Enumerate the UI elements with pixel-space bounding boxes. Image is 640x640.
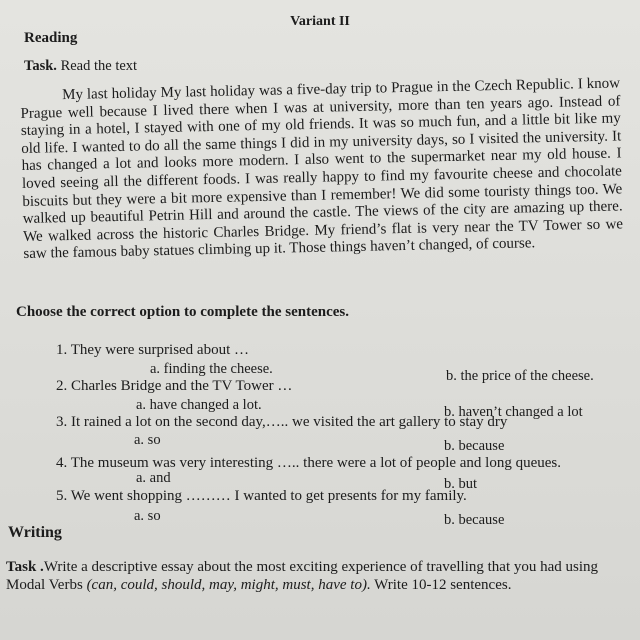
question-1-option-b: b. the price of the cheese. xyxy=(446,368,594,384)
question-2-option-b: b. haven’t changed a lot xyxy=(444,404,583,420)
question-1-option-a: a. finding the cheese. xyxy=(150,361,273,377)
question-3: 3. It rained a lot on the second day,….. we visited the art gallery to stay dry xyxy=(56,414,508,430)
writing-task xyxy=(6,558,616,594)
section-heading-writing: Writing xyxy=(8,524,62,541)
question-3-option-a: a. so xyxy=(134,432,161,448)
question-1: 1. They were surprised about … xyxy=(56,342,250,358)
reading-passage: My last holiday My last holiday was a five-day trip to Prague in the Czech Republic. I know Prague well because I lived there when I was at university, more than ten years ago. Instead of staying in a hotel, I stayed with one of my old friends. It was so much fun, and a little bit like my old life. I wanted to do all the same things I did in my university days, so I visited the university. It has changed a lot and looks more modern. I also went to the supermarket near my old house. I loved seeing all the different foods. I was really happy to find my favourite cheese and chocolate biscuits but they were a bit more expensive than I remember! We did some touristy things too. We walked up beautiful Petrin Hill and around the castle. The views of the city are amazing up there. We walked across the historic Charles Bridge. My friend’s flat is very near the TV Tower so we saw the famous baby statues climbing up it. Those things haven’t changed, of course. xyxy=(20,75,624,263)
question-2-option-a: a. have changed a lot. xyxy=(136,397,262,413)
writing-task-text-1: Write a descriptive essay about the most exciting experience of travelling that you had using Modal Verbs xyxy=(6,559,599,593)
modal-verbs-list: (can, could, should, may, might, must, have to). xyxy=(86,577,371,593)
question-2: 2. Charles Bridge and the TV Tower … xyxy=(56,378,293,394)
variant-title: Variant II xyxy=(290,14,350,29)
section-heading-reading: Reading xyxy=(24,30,78,46)
question-4: 4. The museum was very interesting ….. there were a lot of people and long queues. xyxy=(56,455,561,471)
question-5-option-a: a. so xyxy=(134,508,161,524)
task-label: Task. xyxy=(24,58,57,74)
reading-task xyxy=(24,58,137,75)
writing-task-text-2: Write 10-12 sentences. xyxy=(370,577,512,593)
question-5-option-b: b. because xyxy=(444,512,505,528)
question-4-option-b: b. but xyxy=(444,476,478,492)
question-3-option-b: b. because xyxy=(444,438,505,454)
writing-task-label: Task . xyxy=(6,559,44,575)
task-text: Read the text xyxy=(60,58,138,74)
question-4-option-a: a. and xyxy=(136,470,171,486)
question-5: 5. We went shopping ……… I wanted to get presents for my family. xyxy=(56,488,467,504)
exercise-instruction: Choose the correct option to complete the sentences. xyxy=(16,304,349,320)
